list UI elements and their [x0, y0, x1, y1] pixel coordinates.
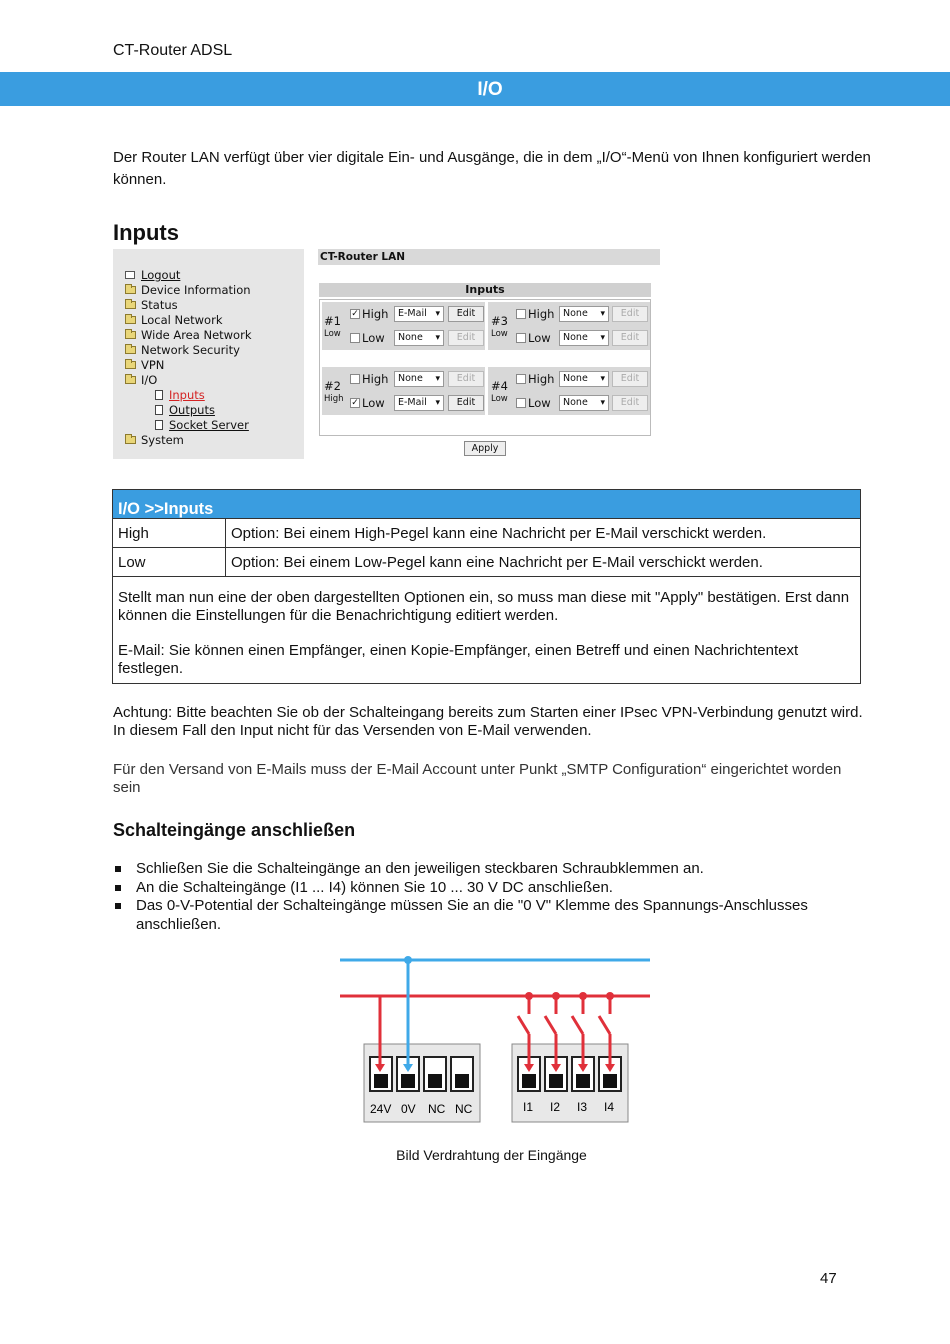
- port-number: #1: [324, 314, 341, 328]
- nav-item-network-security[interactable]: Network Security: [125, 343, 240, 357]
- table-key: Low: [113, 548, 226, 577]
- router-title: CT-Router LAN: [318, 249, 660, 265]
- table-note-apply: Stellt man nun eine der oben dargestellten Optionen ein, so muss man diese mit "Apply" bestätigen. Erst dann können die Einstellungen für die Benachrichtigung editiert werden.: [118, 589, 850, 624]
- checkbox-checked-icon: ✓: [351, 309, 359, 319]
- list-item: An die Schalteingänge (I1 ... I4) können Sie 10 ... 30 V DC anschließen.: [113, 879, 873, 898]
- low-checkbox[interactable]: Low: [350, 331, 385, 345]
- terminal-label: 0V: [401, 1102, 416, 1116]
- terminal-label: NC: [455, 1102, 473, 1116]
- warning-paragraph: Achtung: Bitte beachten Sie ob der Schalteingang bereits zum Starten einer IPsec VPN-Verbindung genutzt wird. In diesem Fall den Input nicht für das Versenden von E-Mail verwenden.: [113, 704, 863, 739]
- checkbox-unchecked-icon: [516, 309, 526, 319]
- nav-item-status[interactable]: Status: [125, 298, 178, 312]
- folder-icon: [125, 286, 136, 294]
- document-icon: [155, 405, 163, 415]
- checkbox-unchecked-icon: [516, 398, 526, 408]
- high-action-select[interactable]: None ▾: [559, 371, 609, 387]
- nav-item-logout[interactable]: Logout: [125, 268, 180, 282]
- terminal-label: 24V: [370, 1102, 392, 1116]
- smtp-note-paragraph: Für den Versand von E-Mails muss der E-Mail Account unter Punkt „SMTP Configuration“ eingerichtet worden sein: [113, 761, 842, 796]
- nav-item-system[interactable]: System: [125, 433, 184, 447]
- low-action-select[interactable]: None ▾: [394, 330, 444, 346]
- document-icon: [155, 390, 163, 400]
- terminal-label: I3: [577, 1100, 588, 1114]
- inputs-table-header: Inputs: [319, 283, 651, 297]
- port-state: High: [324, 394, 344, 404]
- high-edit-button: Edit: [612, 371, 648, 387]
- router-nav-screenshot: [113, 249, 304, 459]
- high-action-select[interactable]: None ▾: [559, 306, 609, 322]
- folder-icon: [125, 331, 136, 339]
- port-number: #2: [324, 379, 341, 393]
- high-checkbox[interactable]: High: [516, 372, 554, 386]
- low-edit-button: Edit: [612, 395, 648, 411]
- nav-item-socket-server[interactable]: Socket Server: [155, 418, 249, 432]
- table-note-row: [113, 577, 861, 684]
- terminal-nc-2: [451, 1057, 473, 1091]
- io-inputs-table: [112, 489, 861, 684]
- terminal-label: I2: [550, 1100, 561, 1114]
- low-edit-button: Edit: [448, 330, 484, 346]
- wiring-diagram: [338, 952, 658, 1132]
- figure-caption: Bild Verdrahtung der Eingänge: [396, 1147, 587, 1163]
- folder-icon: [125, 301, 136, 309]
- port-number: #3: [491, 314, 508, 328]
- intro-paragraph: Der Router LAN verfügt über vier digitale Ein- und Ausgänge, die in dem „I/O“-Menü von Ihnen konfiguriert werden können.: [113, 149, 871, 188]
- section-title: I/O: [477, 79, 503, 100]
- inputs-grid: [319, 299, 651, 436]
- nav-item-device-information[interactable]: Device Information: [125, 283, 251, 297]
- instruction-list: [113, 860, 873, 934]
- table-note-email: E-Mail: Sie können einen Empfänger, einen Kopie-Empfänger, einen Betreff und einen Nachrichtentext festlegen.: [118, 642, 799, 677]
- apply-button[interactable]: Apply: [464, 441, 506, 456]
- table-value: Option: Bei einem High-Pegel kann eine Nachricht per E-Mail verschickt werden.: [226, 519, 861, 548]
- low-checkbox[interactable]: Low: [516, 396, 551, 410]
- high-checkbox[interactable]: High: [350, 372, 388, 386]
- nav-item-outputs[interactable]: Outputs: [155, 403, 215, 417]
- nav-item-local-network[interactable]: Local Network: [125, 313, 222, 327]
- table-value: Option: Bei einem Low-Pegel kann eine Nachricht per E-Mail verschickt werden.: [226, 548, 861, 577]
- low-action-select[interactable]: None ▾: [559, 395, 609, 411]
- low-action-select[interactable]: E-Mail ▾: [394, 395, 444, 411]
- folder-icon: [125, 361, 136, 369]
- high-checkbox[interactable]: ✓ High: [351, 307, 389, 321]
- high-action-select[interactable]: E-Mail ▾: [394, 306, 444, 322]
- table-row: [113, 519, 861, 548]
- nav-item-wide-area-network[interactable]: Wide Area Network: [125, 328, 251, 342]
- nav-item-inputs[interactable]: Inputs: [155, 388, 205, 402]
- nav-item-io[interactable]: I/O: [125, 373, 157, 387]
- list-item: Das 0-V-Potential der Schalteingänge müssen Sie an die "0 V" Klemme des Spannungs-Anschlusses anschließen.: [113, 897, 873, 934]
- inputs-heading: Inputs: [113, 220, 179, 245]
- terminal-label: I1: [523, 1100, 534, 1114]
- folder-icon: [125, 346, 136, 354]
- nav-item-vpn[interactable]: VPN: [125, 358, 164, 372]
- high-action-select[interactable]: None ▾: [394, 371, 444, 387]
- port-state: Low: [491, 394, 508, 404]
- low-edit-button: Edit: [612, 330, 648, 346]
- document-icon: [155, 420, 163, 430]
- port-state: Low: [491, 329, 508, 339]
- checkbox-unchecked-icon: [516, 374, 526, 384]
- checkbox-unchecked-icon: [516, 333, 526, 343]
- low-edit-button[interactable]: Edit: [448, 395, 484, 411]
- terminal-label: NC: [428, 1102, 446, 1116]
- folder-icon: [125, 316, 136, 324]
- folder-open-icon: [125, 376, 136, 384]
- low-action-select[interactable]: None ▾: [559, 330, 609, 346]
- high-edit-button: Edit: [612, 306, 648, 322]
- terminal-nc-1: [424, 1057, 446, 1091]
- terminal-label: I4: [604, 1100, 615, 1114]
- port-number: #4: [491, 379, 508, 393]
- low-checkbox[interactable]: ✓ Low: [351, 396, 385, 410]
- checkbox-unchecked-icon: [350, 333, 360, 343]
- checkbox-unchecked-icon: [350, 374, 360, 384]
- connect-inputs-heading: Schalteingänge anschließen: [113, 820, 356, 840]
- router-inputs-screenshot: [318, 249, 660, 460]
- high-edit-button: Edit: [448, 371, 484, 387]
- section-title-bar: [0, 72, 950, 106]
- document-header-title: CT-Router ADSL: [113, 42, 233, 59]
- table-key: High: [113, 519, 226, 548]
- table-title: I/O >>Inputs: [113, 490, 861, 519]
- logout-icon: [125, 271, 135, 279]
- high-checkbox[interactable]: High: [516, 307, 554, 321]
- low-checkbox[interactable]: Low: [516, 331, 551, 345]
- high-edit-button[interactable]: Edit: [448, 306, 484, 322]
- folder-icon: [125, 436, 136, 444]
- page-number: 47: [820, 1270, 837, 1287]
- port-state: Low: [324, 329, 341, 339]
- checkbox-checked-icon: ✓: [351, 398, 359, 408]
- list-item: Schließen Sie die Schalteingänge an den jeweiligen steckbaren Schraubklemmen an.: [113, 860, 873, 879]
- table-row: [113, 548, 861, 577]
